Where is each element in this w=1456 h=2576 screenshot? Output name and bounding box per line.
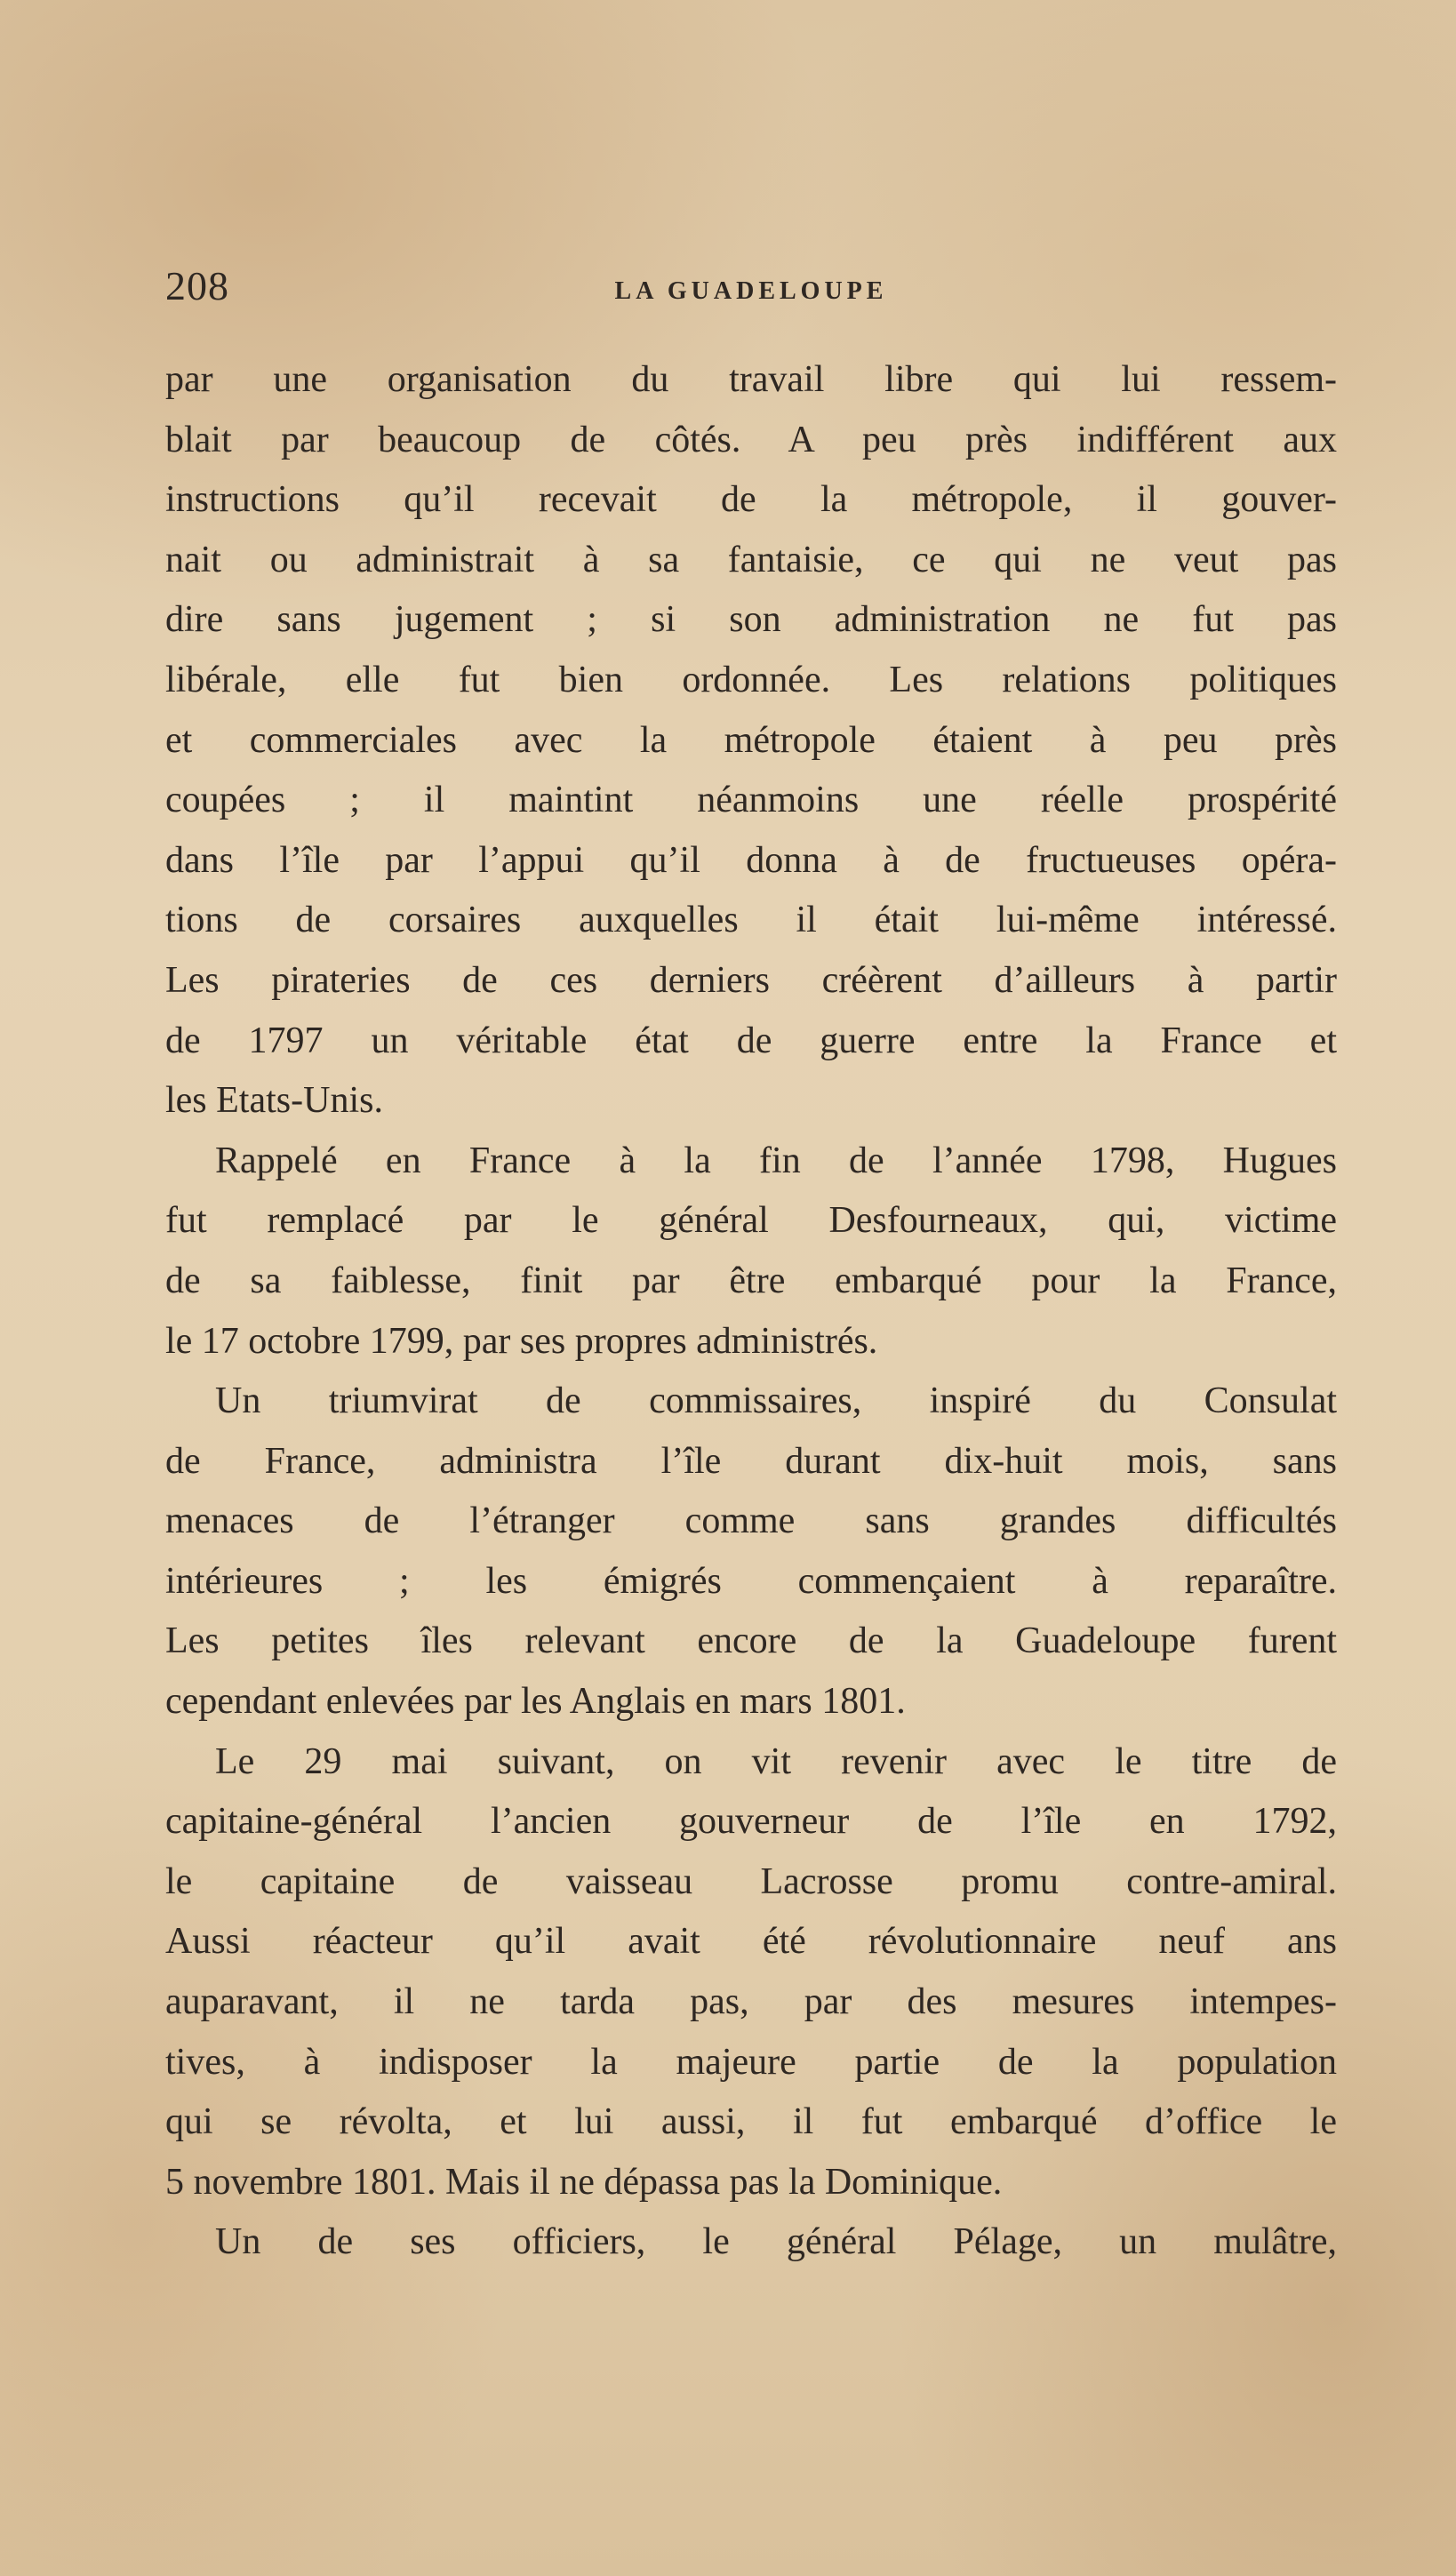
text-line: tives, à indisposer la majeure partie de la population (165, 2041, 1337, 2083)
text-line: tions de corsaires auxquelles il était lui-même intéressé. (165, 900, 1337, 941)
text-line: de France, administra l’île durant dix-huit mois, sans (165, 1440, 1337, 1482)
text-line: nait ou administrait à sa fantaisie, ce qui ne veut pas (165, 539, 1337, 580)
text-line: par une organisation du travail libre qui lui ressem- (165, 359, 1337, 400)
paragraph (165, 1372, 1337, 1732)
paragraph (165, 350, 1337, 1132)
page-number: 208 (165, 263, 229, 308)
text-line: dans l’île par l’appui qu’il donna à de fructueuses opéra- (165, 839, 1337, 881)
body-text (165, 350, 1337, 2273)
text-line: auparavant, il ne tarda pas, par des mesures intempes- (165, 1981, 1337, 2023)
text-line: dire sans jugement ; si son administration ne fut pas (165, 599, 1337, 641)
text-line: cependant enlevées par les Anglais en mars 1801. (165, 1681, 906, 1723)
text-line: libérale, elle fut bien ordonnée. Les relations politiques (165, 659, 1337, 700)
text-line: fut remplacé par le général Desfourneaux, qui, victime (165, 1200, 1337, 1242)
text-line: le 17 octobre 1799, par ses propres administrés. (165, 1320, 878, 1362)
text-line: intérieures ; les émigrés commençaient à reparaître. (165, 1560, 1337, 1602)
text-line: Les pirateries de ces derniers créèrent d’ailleurs à partir (165, 959, 1337, 1001)
paragraph (165, 2212, 1337, 2273)
text-line: de sa faiblesse, finit par être embarqué pour la France, (165, 1260, 1337, 1301)
text-line: le capitaine de vaisseau Lacrosse promu contre-amiral. (165, 1860, 1337, 1902)
text-line: blait par beaucoup de côtés. A peu près indifférent aux (165, 419, 1337, 460)
text-line: Un triumvirat de commissaires, inspiré du Consulat (215, 1380, 1337, 1422)
text-line: capitaine-général l’ancien gouverneur de l’île en 1792, (165, 1801, 1337, 1843)
page-header (165, 260, 1337, 313)
running-title: LA GUADELOUPE (614, 277, 888, 305)
text-line: instructions qu’il recevait de la métropole, il gouver- (165, 479, 1337, 521)
text-line: Les petites îles relevant encore de la Guadeloupe furent (165, 1620, 1337, 1662)
text-line: Un de ses officiers, le général Pélage, un mulâtre, (215, 2221, 1337, 2263)
text-line: Rappelé en France à la fin de l’année 1798, Hugues (215, 1140, 1337, 1181)
text-line: Aussi réacteur qu’il avait été révolutionnaire neuf ans (165, 1921, 1337, 1963)
text-line: Le 29 mai suivant, on vit revenir avec le titre de (215, 1740, 1337, 1782)
paragraph (165, 1732, 1337, 2213)
paragraph (165, 1132, 1337, 1372)
text-line: menaces de l’étranger comme sans grandes difficultés (165, 1500, 1337, 1542)
text-line: coupées ; il maintint néanmoins une réelle prospérité (165, 780, 1337, 821)
text-line: 5 novembre 1801. Mais il ne dépassa pas la Dominique. (165, 2161, 1003, 2203)
text-line: de 1797 un véritable état de guerre entre la France et (165, 1020, 1337, 1061)
text-line: et commerciales avec la métropole étaient à peu près (165, 719, 1337, 761)
text-line: les Etats-Unis. (165, 1080, 383, 1122)
text-line: qui se révolta, et lui aussi, il fut embarqué d’office le (165, 2101, 1337, 2143)
